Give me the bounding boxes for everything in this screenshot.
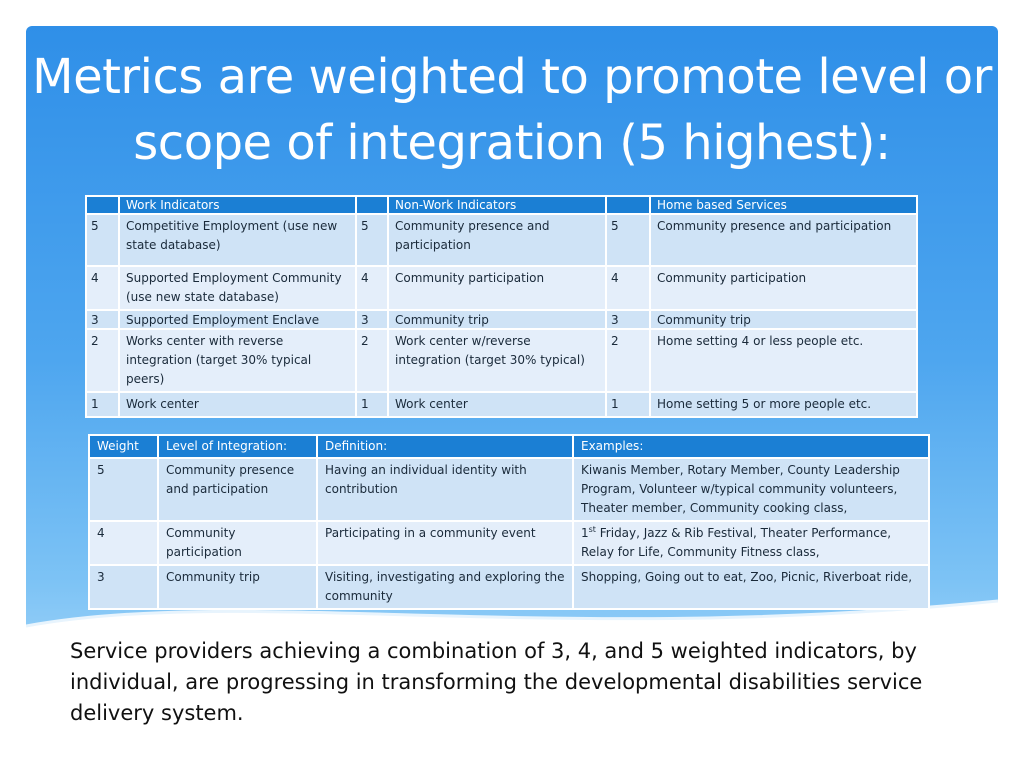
- weight-cell: 5: [356, 214, 388, 266]
- work-indicator-cell: Supported Employment Enclave: [119, 310, 356, 329]
- column-header-work: Work Indicators: [119, 196, 356, 214]
- column-header: [606, 196, 650, 214]
- slide-title: Metrics are weighted to promote level or scope of integration (5 highest):: [32, 49, 992, 171]
- non-work-indicator-cell: Community participation: [388, 266, 606, 310]
- level-cell: Community trip: [158, 565, 317, 609]
- table-row: [89, 458, 929, 521]
- weight-cell: 1: [606, 392, 650, 417]
- weight-cell: 2: [86, 329, 119, 392]
- table-row: [89, 521, 929, 565]
- examples-cell: Kiwanis Member, Rotary Member, County Leadership Program, Volunteer w/typical community volunteers, Theater member, Community cooking class,: [573, 458, 929, 521]
- weight-cell: 3: [89, 565, 158, 609]
- non-work-indicator-cell: Work center: [388, 392, 606, 417]
- home-service-cell: Community presence and participation: [650, 214, 917, 266]
- examples-text: Friday, Jazz & Rib Festival, Theater Performance, Relay for Life, Community Fitness class,: [581, 526, 892, 559]
- weight-cell: 4: [606, 266, 650, 310]
- home-service-cell: Community trip: [650, 310, 917, 329]
- examples-cell: [573, 521, 929, 565]
- non-work-indicator-cell: Community presence and participation: [388, 214, 606, 266]
- weight-cell: 1: [356, 392, 388, 417]
- examples-cell: Shopping, Going out to eat, Zoo, Picnic, Riverboat ride,: [573, 565, 929, 609]
- weight-cell: 4: [89, 521, 158, 565]
- table-header-row: [86, 196, 917, 214]
- integration-levels-table: [88, 434, 930, 610]
- home-service-cell: Home setting 4 or less people etc.: [650, 329, 917, 392]
- home-service-cell: Community participation: [650, 266, 917, 310]
- weight-cell: 1: [86, 392, 119, 417]
- column-header-non-work: Non-Work Indicators: [388, 196, 606, 214]
- table-row: [86, 329, 917, 392]
- work-indicator-cell: Competitive Employment (use new state database): [119, 214, 356, 266]
- column-header-definition: Definition:: [317, 435, 573, 458]
- level-cell: Community participation: [158, 521, 317, 565]
- work-indicator-cell: Works center with reverse integration (target 30% typical peers): [119, 329, 356, 392]
- table-row: [86, 266, 917, 310]
- weight-cell: 5: [86, 214, 119, 266]
- weight-cell: 3: [356, 310, 388, 329]
- work-indicator-cell: Work center: [119, 392, 356, 417]
- table-header-row: [89, 435, 929, 458]
- column-header-examples: Examples:: [573, 435, 929, 458]
- table-row: [86, 214, 917, 266]
- weight-cell: 3: [606, 310, 650, 329]
- table-row: [86, 392, 917, 417]
- indicators-table: [85, 195, 918, 418]
- table-row: [89, 565, 929, 609]
- non-work-indicator-cell: Community trip: [388, 310, 606, 329]
- column-header: [86, 196, 119, 214]
- definition-cell: Having an individual identity with contribution: [317, 458, 573, 521]
- home-service-cell: Home setting 5 or more people etc.: [650, 392, 917, 417]
- definition-cell: Visiting, investigating and exploring the community: [317, 565, 573, 609]
- work-indicator-cell: Supported Employment Community (use new state database): [119, 266, 356, 310]
- examples-text-prefix: 1: [581, 526, 589, 540]
- weight-cell: 3: [86, 310, 119, 329]
- column-header-home: Home based Services: [650, 196, 917, 214]
- weight-cell: 2: [356, 329, 388, 392]
- column-header-weight: Weight: [89, 435, 158, 458]
- definition-cell: Participating in a community event: [317, 521, 573, 565]
- weight-cell: 5: [606, 214, 650, 266]
- table-row: [86, 310, 917, 329]
- weight-cell: 4: [86, 266, 119, 310]
- level-cell: Community presence and participation: [158, 458, 317, 521]
- non-work-indicator-cell: Work center w/reverse integration (target 30% typical): [388, 329, 606, 392]
- column-header-level: Level of Integration:: [158, 435, 317, 458]
- ordinal-suffix: st: [588, 525, 596, 534]
- footer-text: Service providers achieving a combination of 3, 4, and 5 weighted indicators, by individual, are progressing in transforming the developmental disabilities service delivery system.: [70, 639, 923, 725]
- column-header: [356, 196, 388, 214]
- weight-cell: 5: [89, 458, 158, 521]
- weight-cell: 4: [356, 266, 388, 310]
- weight-cell: 2: [606, 329, 650, 392]
